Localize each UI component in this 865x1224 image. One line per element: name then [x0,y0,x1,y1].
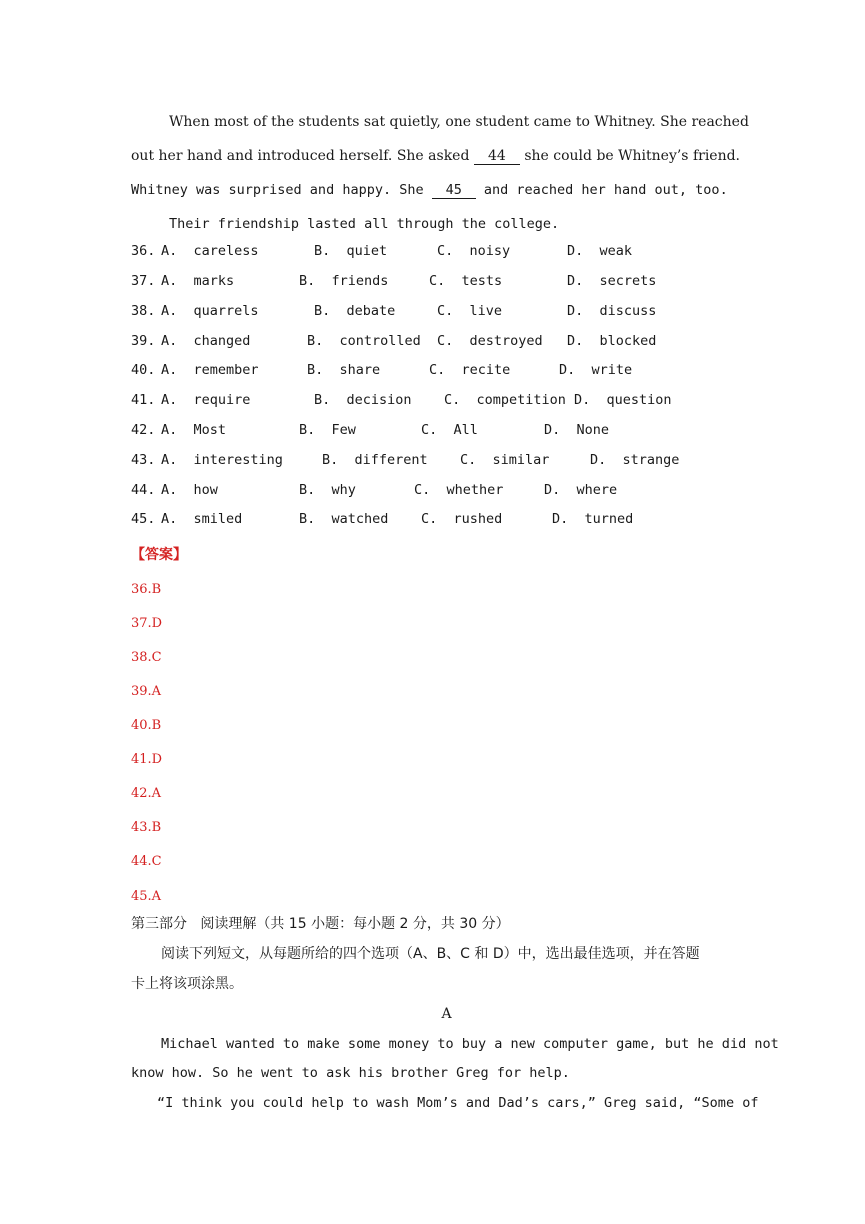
option-row [131,331,831,351]
option-c: C. competition [444,392,566,408]
option-b: B. quiet [314,243,388,259]
option-c: C. destroyed [437,333,543,349]
option-row [131,480,831,500]
passage-line-2-post: she could be Whitney’s friend. [519,148,741,164]
answer-item: 39.A [131,684,162,699]
answer-item: 37.D [131,616,163,631]
passage-line-3 [131,180,728,200]
answer-item: 43.B [131,820,162,835]
option-d: D. turned [552,511,634,527]
option-d: D. where [544,482,618,498]
option-d: D. None [544,422,610,438]
option-d: D. secrets [567,273,657,289]
option-row [131,450,831,470]
option-d: D. strange [590,452,680,468]
passage-line-2 [131,146,740,166]
option-a: A. interesting [161,452,283,468]
reading-text-line-3: “I think you could help to wash Mom’s and Dad’s cars,” Greg said, “Some of [157,1095,759,1111]
option-row [131,420,831,440]
passage-line-3-post: and reached her hand out, too. [475,182,728,198]
option-a: A. Most [161,422,227,438]
question-number: 45. [131,511,156,527]
option-b: B. debate [314,303,396,319]
blank-45: 45 [432,182,476,199]
option-b: B. why [299,482,356,498]
answer-item: 36.B [131,582,162,597]
option-d: D. question [574,392,672,408]
option-row [131,360,831,380]
option-b: B. friends [299,273,389,289]
answer-item: 38.C [131,650,162,665]
option-a: A. how [161,482,218,498]
option-c: C. recite [429,362,511,378]
option-b: B. different [322,452,428,468]
option-c: C. noisy [437,243,511,259]
question-number: 39. [131,333,156,349]
option-d: D. write [559,362,633,378]
instruction-line-2: 卡上将该项涂黑。 [131,976,243,992]
passage-paragraph-2: Their friendship lasted all through the college. [169,216,560,232]
option-d: D. weak [567,243,633,259]
question-number: 44. [131,482,156,498]
question-number: 41. [131,392,156,408]
instruction-line-1: 阅读下列短文，从每题所给的四个选项（A、B、C 和 D）中，选出最佳选项，并在答题 [161,946,700,962]
option-c: C. live [437,303,503,319]
question-number: 38. [131,303,156,319]
answer-item: 45.A [131,889,162,904]
passage-line-3-pre: Whitney was surprised and happy. She [131,182,432,198]
option-b: B. watched [299,511,389,527]
blank-44: 44 [474,148,520,165]
passage-line-1: When most of the students sat quietly, one student came to Whitney. She reached [169,114,749,130]
option-a: A. require [161,392,251,408]
answer-item: 44.C [131,854,162,869]
option-d: D. blocked [567,333,657,349]
answer-item: 40.B [131,718,162,733]
option-b: B. decision [314,392,412,408]
option-a: A. marks [161,273,235,289]
option-b: B. controlled [307,333,421,349]
question-number: 42. [131,422,156,438]
reading-text-line-2: know how. So he went to ask his brother Greg for help. [131,1065,570,1081]
option-d: D. discuss [567,303,657,319]
answer-item: 42.A [131,786,162,801]
option-a: A. changed [161,333,251,349]
question-number: 40. [131,362,156,378]
option-a: A. quarrels [161,303,259,319]
passage-line-2-pre: out her hand and introduced herself. She asked [131,148,474,164]
option-row [131,271,831,291]
option-c: C. whether [414,482,504,498]
option-c: C. rushed [421,511,503,527]
answer-item: 41.D [131,752,163,767]
question-number: 36. [131,243,156,259]
option-c: C. tests [429,273,503,289]
option-c: C. similar [460,452,550,468]
option-b: B. share [307,362,381,378]
option-row [131,301,831,321]
option-c: C. All [421,422,478,438]
section-heading: 第三部分 阅读理解（共 15 小题：每小题 2 分，共 30 分） [131,916,510,932]
option-a: A. careless [161,243,259,259]
option-a: A. smiled [161,511,243,527]
option-a: A. remember [161,362,259,378]
reading-text-line-1: Michael wanted to make some money to buy a new computer game, but he did not [161,1036,779,1052]
option-row [131,241,831,261]
answer-heading: 【答案】 [131,547,187,563]
question-number: 37. [131,273,156,289]
option-row [131,509,831,529]
part-label: A [441,1006,452,1022]
option-row [131,390,831,410]
option-b: B. Few [299,422,356,438]
question-number: 43. [131,452,156,468]
